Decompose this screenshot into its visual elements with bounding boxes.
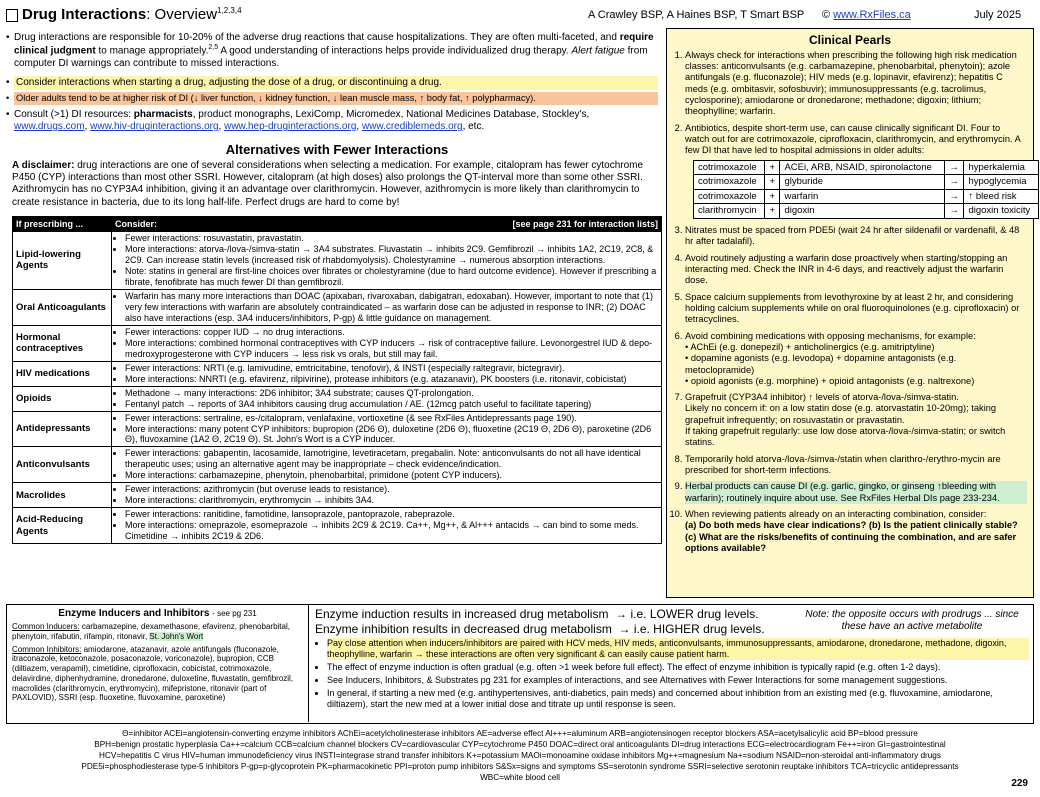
pearl-10: 10. When reviewing patients already on an interacting combination, consider: (a) Do both meds have clear indications? (b) Is the patient clinically stable? (c) What are the risks/benefits of continuing the combination, and are safer options available? <box>685 509 1027 554</box>
row-considerations <box>112 447 662 483</box>
di-cell: cotrimoxazole <box>694 189 765 204</box>
di-cell: cotrimoxazole <box>694 175 765 190</box>
list-item: • Fewer interactions: copper IUD → no drug interactions. <box>125 327 658 338</box>
induction-line: Enzyme induction results in increased drug metabolism → i.e. LOWER drug levels. <box>315 607 759 621</box>
link-drugs[interactable]: www.drugs.com <box>14 121 85 133</box>
row-considerations <box>112 508 662 544</box>
page-title: Drug Interactions: Overview$^{1,2,3,4}$ <box>22 6 242 23</box>
di-cell: ACEi, ARB, NSAID, spironolactone <box>780 160 945 175</box>
di-cell: + <box>765 189 780 204</box>
row-considerations <box>112 325 662 361</box>
list-item: • Fewer interactions: azithromycin (but overuse leads to resistance). <box>125 484 658 495</box>
pearl-7: 7. Grapefruit (CYP3A4 inhibitor) ↑ levels of atorva-/lova-/simva-statin. Likely no concern if: on a low statin dose (e.g. atorvastatin 10-20mg); taking grapefruit infrequently; on rosuvastatin or pravastatin. If taking grapefruit regularly: use low dose atorva-/lova-/simva-statin; or switch statins. <box>685 392 1027 449</box>
table-row <box>13 289 662 325</box>
pearl-2: 2. Antibiotics, despite short-term use, can cause clinically significant DI. Four to watch out for are cotrimoxazole, ciprofloxacin, clarithromycin, and erythromycin. A few DI that have led to hospital admissions in older adults: cotrimoxazole + ACEi, ARB, NSAID, spironolactone → hyperkalemia cotrimoxazole + glyburide → hypoglycemia cotrimoxazole + warfarin → ↑ bleed risk clarithromycin + digoxin → digoxin toxicity <box>685 123 1027 219</box>
pearl-4: 4. Avoid routinely adjusting a warfarin dose proactively when starting/stopping an interacting med. Check the INR in 4-6 days, and reactively adjust the warfarin dose. <box>685 253 1027 287</box>
di-cell: → <box>945 175 964 190</box>
prodrug-note: Note: the opposite occurs with prodrugs ... since these have an active metabolite <box>805 609 1019 633</box>
di-cell: digoxin <box>780 204 945 219</box>
row-category: Hormonal contraceptives <box>13 325 112 361</box>
list-item: • More interactions: atorva-/lova-/simva-statin → 3A4 substrates. Fluvastatin → inhibits 2C9. Gemfibrozil → inhibits 1A2, 2C19, 2C8, & 2C9. Can increase statin levels (increased risk of rhabdomyolysis). Cholestyramine → numerous absorption interactions. <box>125 244 658 266</box>
row-category: Oral Anticoagulants <box>13 289 112 325</box>
list-item: • Warfarin has many more interactions than DOAC (apixaban, rivaroxaban, dabigatran, edoxaban). However, important to note that (1) very few interactions with warfarin are absolutely contraindicated – as warfarin dose can be adjusted in response to INR; (2) DOAC also have interactions (esp. 3A4 inducers/inhibitors, P-gp) & little guidance on management. <box>125 291 658 324</box>
opposing-3: • opioid agonists (e.g. morphine) + opioid antagonists (e.g. naltrexone) <box>685 375 975 386</box>
page-number: 229 <box>1011 778 1028 789</box>
list-item: • Fentanyl patch → reports of 3A4 inhibitors causing drug accumulation / AE. (12mcg patch useful to facilitate tapering) <box>125 399 658 410</box>
enzymes-bullet-4: • In general, if starting a new med (e.g. antihypertensives, anti-diabetics, pain meds) and concerned about inhibition from an existing med (e.g. fluvoxamine, amiodarone, diltiazem), start the new med at a lower initial dose and titrate up until response is seen. <box>327 688 1029 710</box>
di-cell: → <box>945 204 964 219</box>
pearl-5: 5. Space calcium supplements from levothyroxine by at least 2 hr, and considering holding calcium supplements while on oral fluoroquinolones (e.g. ciprofloxacin) or tetracyclines. <box>685 292 1027 326</box>
alternatives-title: Alternatives with Fewer Interactions <box>225 142 449 157</box>
pearl-8: 8. Temporarily hold atorva-/lova-/simva-/statin when clarithro-/erythro-mycin are prescribed for short-term infections. <box>685 454 1027 477</box>
di-row <box>694 204 1039 219</box>
enzymes-bullet-3: • See Inducers, Inhibitors, & Substrates pg 231 for examples of interactions, and see Alternatives with Fewer Interactions for some management suggestions. <box>327 675 1029 686</box>
di-row <box>694 160 1039 175</box>
link-hiv[interactable]: www.hiv-druginteractions.org <box>90 121 219 133</box>
di-cell: glyburide <box>780 175 945 190</box>
row-category: Lipid-lowering Agents <box>13 232 112 290</box>
list-item: • Fewer interactions: gabapentin, lacosamide, lamotrigine, levetiracetam, pregabalin. Note: anticonvulsants do not all have identical therapeutic uses; using an alternative agent may be inappropriate – check evidence/indication. <box>125 448 658 470</box>
di-cell: digoxin toxicity <box>964 204 1039 219</box>
enzymes-bullets <box>315 638 1029 710</box>
row-category: Opioids <box>13 386 112 411</box>
row-category: Anticonvulsants <box>13 447 112 483</box>
intro-bullet-1: • Drug interactions are responsible for 10-20% of the adverse drug reactions that cause hospitalizations. They are often multi-faceted, and require clinical judgment to manage appropriately.$^{2,5}$ A good understanding of interactions helps provide individualized drug therapy. Alert fatigue from computer DI warnings can contribute to missed interactions. <box>14 32 654 70</box>
enzymes-panel <box>7 605 309 722</box>
table-row <box>13 483 662 508</box>
opposing-1: • AChEi (e.g. donepezil) + anticholinergics (e.g. amitriptyline) <box>685 341 935 352</box>
link-hep[interactable]: www.hep-druginteractions.org <box>224 121 357 133</box>
table-row <box>13 411 662 447</box>
pearl-6: 6. Avoid combining medications with opposing mechanisms, for example: • AChEi (e.g. donepezil) + anticholinergics (e.g. amitriptyline) • dopamine agonists (e.g. levodopa) + dopamine antagonists (e.g. metoclopramide) • opioid agonists (e.g. morphine) + opioid antagonists (e.g. naltrexone) <box>685 331 1027 388</box>
table-row <box>13 361 662 386</box>
pearl-9: 9. Herbal products can cause DI (e.g. garlic, gingko, or ginseng ↑bleeding with warfarin); routinely inquire about use. See RxFiles Herbal DIs page 233-234. <box>685 481 1027 504</box>
intro-bullet-3: • Older adults tend to be at higher risk of DI (↓ liver function, ↓ kidney function, ↓ lean muscle mass, ↑ body fat, ↑ polypharmacy). <box>14 92 658 105</box>
table-row <box>13 386 662 411</box>
list-item: • Fewer interactions: rosuvastatin, pravastatin. <box>125 233 658 244</box>
document-icon <box>6 9 18 22</box>
page-header <box>6 6 1036 26</box>
intro-bullet-4: • Consult (>1) DI resources: pharmacists, product monographs, LexiComp, Micromedex, National Medicines Database, Stockley's, www.drugs.com, www.hiv-druginteractions.org, www.hep-druginteractions.org, www.crediblemeds.org, etc. <box>14 109 654 133</box>
intro-bullet-2: • Consider interactions when starting a drug, adjusting the dose of a drug, or discontinuing a drug. <box>14 76 658 90</box>
di-cell: → <box>945 189 964 204</box>
inhibitors: Common Inhibitors: amiodarone, atazanavir, azole antifungals (fluconazole, itraconazole, ketoconazole, posaconazole, voriconazole), bupropion, CCB (diltiazem, verapamil), cimetidine, ciprofloxacin, cobicistat, cotrimoxazole, delavirdine, diphenhydramine, dronedarone, duloxetine, fluvastatin, gemfibrozil, macrolides (clarithromycin, erythromycin), mifepristone, ritonavir (part of PAXLOVID), SSRI (esp. fluoxetine, fluvoxamine, paroxetine) <box>12 644 294 703</box>
link-crediblemeds[interactable]: www.crediblemeds.org <box>361 121 463 133</box>
row-category: Macrolides <box>13 483 112 508</box>
alternatives-table <box>12 216 662 544</box>
enzymes-bullet-1: • Pay close attention when inducers/inhibitors are paired with HCV meds, HIV meds, anticonvulsants, immunosuppressants, amiodarone, dronedarone, methadone, digoxin, theophylline, warfarin → these interactions are often very significant & can easily cause patient harm. <box>327 638 1029 660</box>
enzymes-box <box>6 604 1034 724</box>
list-item: • Methadone → many interactions: 2D6 inhibitor; 3A4 substrate; causes QT-prolongation. <box>125 388 658 399</box>
di-cell: clarithromycin <box>694 204 765 219</box>
list-item: • More interactions: many potent CYP inhibitors: bupropion (2D6 Θ), duloxetine (2D6 Θ), fluoxetine (2C19 Θ, 2D6 Θ), paroxetine (2D6 Θ), fluvoxamine (1A2 Θ, 2C19 Θ). St. John's Wort is a CYP inducer. <box>125 424 658 446</box>
di-cell: + <box>765 160 780 175</box>
list-item: • More interactions: omeprazole, esomeprazole → inhibits 2C9 & 2C19. Ca++, Mg++, & Al+++ antacids → can bind to some meds. Cimetidine → inhibits 2C19 & 2D6. <box>125 520 658 542</box>
inducers: Common Inducers: carbamazepine, dexamethasone, efavirenz, phenobarbital, phenytoin, rifabutin, rifampin, ritonavir, St. John's Wort <box>12 622 290 641</box>
inhibition-line: Enzyme inhibition results in decreased drug metabolism → i.e. HIGHER drug levels. <box>315 621 765 636</box>
pearl-3: 3. Nitrates must be spaced from PDE5i (wait 24 hr after sildenafil or vardenafil, & 48 hr after tadalafil). <box>685 225 1027 248</box>
copyright: © www.RxFiles.ca <box>822 9 911 21</box>
row-considerations <box>112 232 662 290</box>
pearls-list <box>667 50 1033 555</box>
row-considerations <box>112 411 662 447</box>
di-cell: + <box>765 204 780 219</box>
di-cell: ↑ bleed risk <box>964 189 1039 204</box>
di-table <box>693 160 1039 219</box>
list-item: • Fewer interactions: ranitidine, famotidine, lansoprazole, pantoprazole, rabeprazole. <box>125 509 658 520</box>
list-item: • Fewer interactions: NRTI (e.g. lamivudine, emtricitabine, tenofovir), & INSTI (especially raltegravir, bictegravir). <box>125 363 658 374</box>
abbreviations: Θ=inhibitor ACEi=angiotensin-converting enzyme inhibitors AChEi=acetylcholinesterase inhibitors AE=adverse effect Al+++=aluminum ARB=angiotensinogen receptor blockers ASA=acetylsalicylic acid BP=blood pressure BPH=benign prostatic hyperplasia Ca++=calcium CCB=calcium channel blockers CV=cardiovascular CYP=cytochrome P450 DOAC=direct oral anticoagulants DI=drug interactions ECG=electrocardiogram Fe++=iron GI=gastrointestinal HCV=hepatitis C virus HIV=human immunodeficiency virus INSTI=integrase strand transfer inhibitors K+=potassium MAOi=monoamine oxidase inhibitors Mg++=magnesium Na+=sodium NSAID=non-steroidal anti-inflammatory drugs PDE5i=phosphodiesterase type-5 inhibitors P-gp=p-glycoprotein PK=pharmacokinetic PPI=proton pump inhibitors S&Sx=signs and symptoms SS=serotonin syndrome SSRI=selective serotonin reuptake inhibitors TCA=tricyclic antidepressants WBC=white blood cell <box>81 729 959 783</box>
di-cell: hyperkalemia <box>964 160 1039 175</box>
authors: A Crawley BSP, A Haines BSP, T Smart BSP <box>588 9 805 21</box>
table-row <box>13 325 662 361</box>
row-category: Acid-Reducing Agents <box>13 508 112 544</box>
list-item: • Fewer interactions: sertraline, es-/citalopram, venlafaxine, vortioxetine (& see RxFiles Antidepressants page 190). <box>125 413 658 424</box>
list-item: • More interactions: carbamazepine, phenytoin, phenobarbital, primidone (potent CYP inducers). <box>125 470 658 481</box>
di-cell: → <box>945 160 964 175</box>
di-cell: warfarin <box>780 189 945 204</box>
row-considerations <box>112 386 662 411</box>
row-considerations <box>112 483 662 508</box>
di-row <box>694 175 1039 190</box>
disclaimer: A disclaimer: drug interactions are one of several considerations when selecting a medication. For example, citalopram has fewer cytochrome P450 (CYP) interactions than most other SSRI. However, citalopram (at high doses) also prolongs the QT-interval more than some other SSRI. Azithromycin has no CYP3A4 inhibition, giving it an advantage over clarithromycin. However, azithromycin is more likely than clarithromycin to create resistance in bacteria, due to its long half-life. Perfect drugs are hard to come by! <box>12 160 644 208</box>
opposing-2: • dopamine agonists (e.g. levodopa) + dopamine antagonists (e.g. metoclopramide) <box>685 353 957 375</box>
enzymes-bullet-2: • The effect of enzyme induction is often gradual (e.g. often >1 week before full effect). The effect of enzyme inhibition is typically rapid (e.g. often 1-2 days). <box>327 662 1029 673</box>
pearls-title: Clinical Pearls <box>808 33 892 47</box>
di-row <box>694 189 1039 204</box>
row-category: Antidepressants <box>13 411 112 447</box>
table-header: If prescribing ... Consider: [see page 231 for interaction lists] <box>13 217 662 232</box>
pearl-1: 1. Always check for interactions when prescribing the following high risk medication classes: anticonvulsants (e.g. carbamazepine, phenobarbital, phenytoin); azole antifungals (e.g. fluconazole); HIV meds (e.g. lopinavir, efavirenz); hepatitis C meds (e.g. ombitasvir, sofosbuvir); immunosuppressants (e.g. tacrolimus, cyclosporine); amiodarone or dronedarone; methadone; digoxin; lithium; theophylline; warfarin. <box>685 50 1027 118</box>
publish-date: July 2025 <box>974 9 1022 21</box>
row-considerations <box>112 361 662 386</box>
enzymes-title: Enzyme Inducers and Inhibitors - see pg 231 <box>58 608 257 619</box>
table-row <box>13 447 662 483</box>
list-item: • More interactions: clarithromycin, erythromycin → inhibits 3A4. <box>125 495 658 506</box>
list-item: • More interactions: NNRTI (e.g. efavirenz, rilpivirine), protease inhibitors (e.g. atazanavir), PK boosters (i.e. ritonavir, cobicistat) <box>125 374 658 385</box>
clinical-pearls-panel <box>666 28 1034 598</box>
list-item: • Note: statins in general are first-line choices over fibrates or cholestyramine (due to hard outcome evidence). However if prescribing a fibrate, fenofibrate has much fewer DI than gemfibrozil. <box>125 266 658 288</box>
table-row <box>13 508 662 544</box>
site-link[interactable]: www.RxFiles.ca <box>833 9 911 21</box>
row-considerations <box>112 289 662 325</box>
di-cell: + <box>765 175 780 190</box>
di-cell: hypoglycemia <box>964 175 1039 190</box>
enzymes-explanation <box>315 607 1029 712</box>
list-item: • More interactions: combined hormonal contraceptives with CYP inducers → risk of contraceptive failure. Levonorgestrel IUD & depo-medroxyprogesterone with CYP inducers → less risk vs orals, but still may fail. <box>125 338 658 360</box>
table-row <box>13 232 662 290</box>
di-cell: cotrimoxazole <box>694 160 765 175</box>
row-category: HIV medications <box>13 361 112 386</box>
